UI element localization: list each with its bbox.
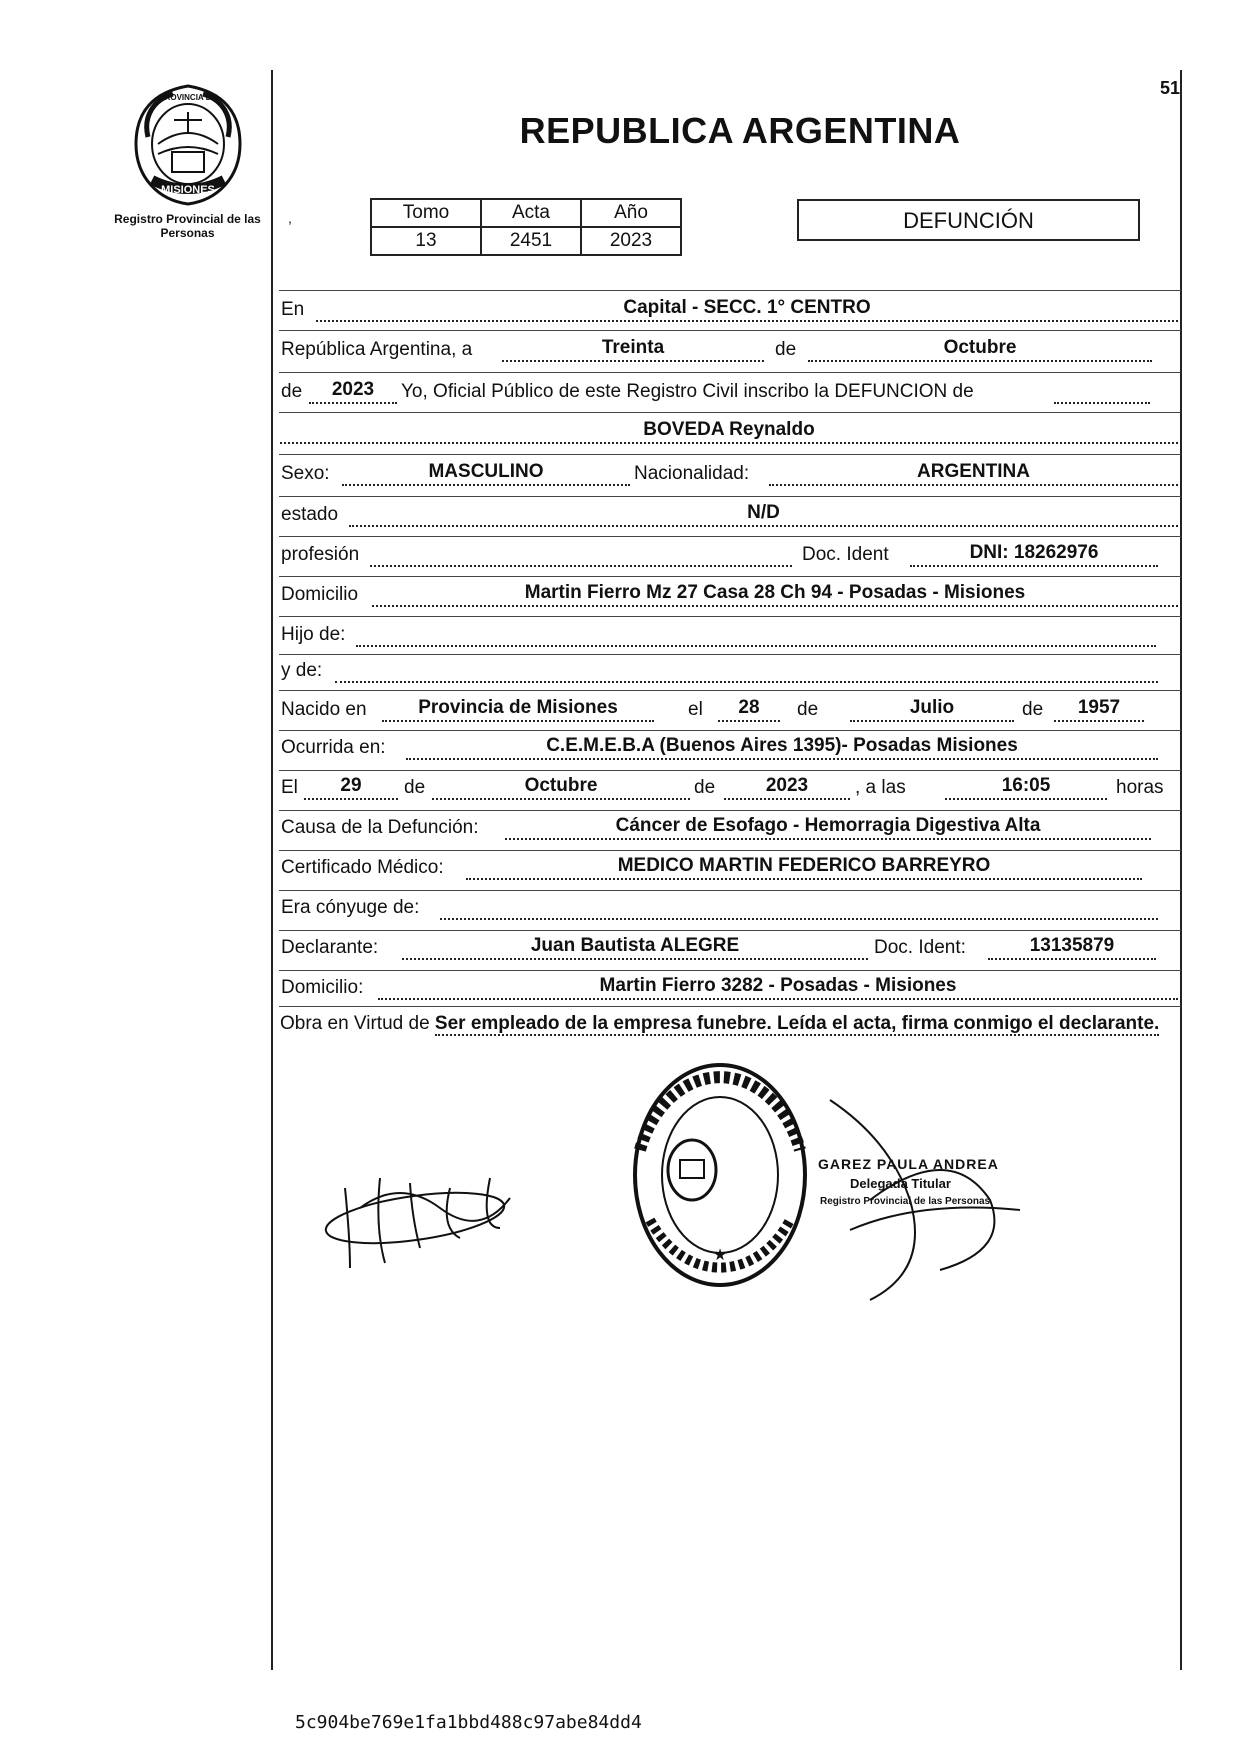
- obra-paragraph: [280, 1008, 1180, 1040]
- form-rule: [279, 810, 1181, 811]
- declarante-doc-value: 13135879: [988, 934, 1156, 960]
- certificado-label: Certificado Médico:: [281, 857, 444, 878]
- fallecido-mes-value: Octubre: [432, 774, 690, 800]
- deceased-name-value: BOVEDA Reynaldo: [280, 418, 1178, 444]
- registry-name: Registro Provincial de las Personas: [114, 212, 261, 240]
- causa-label: Causa de la Defunción:: [281, 817, 479, 838]
- table-cell-tomo: 13: [371, 227, 481, 255]
- left-border-line: [271, 70, 273, 1670]
- a-las-label: , a las: [855, 777, 906, 798]
- profesion-value: [370, 541, 792, 567]
- acta-table: [370, 198, 682, 256]
- official-seal-stamp: [630, 1060, 810, 1290]
- causa-value: Cáncer de Esofago - Hemorragia Digestiva Alta: [505, 814, 1151, 840]
- de-label: de: [1022, 699, 1044, 720]
- table-cell-anio: 2023: [581, 227, 681, 255]
- conyuge-label: Era cónyuge de:: [281, 897, 420, 918]
- form-rule: [279, 576, 1181, 577]
- nacido-anio-value: 1957: [1054, 696, 1144, 722]
- republica-label: República Argentina, a: [281, 339, 473, 360]
- estado-value: N/D: [349, 501, 1178, 527]
- year-value: 2023: [309, 378, 397, 404]
- en-value: Capital - SECC. 1° CENTRO: [316, 296, 1178, 322]
- conyuge-value: [440, 894, 1158, 920]
- form-rule: [279, 770, 1181, 771]
- doc-ident-label: Doc. Ident: [802, 544, 889, 565]
- nacido-lugar-value: Provincia de Misiones: [382, 696, 654, 722]
- form-rule: [279, 372, 1181, 373]
- ocurrida-label: Ocurrida en:: [281, 737, 386, 758]
- form-rule: [279, 1006, 1181, 1007]
- de-label: de: [775, 339, 797, 360]
- estado-label: estado: [281, 504, 339, 525]
- table-header-anio: Año: [581, 199, 681, 227]
- form-rule: [279, 930, 1181, 931]
- form-rule: [279, 330, 1181, 331]
- form-rule: [279, 536, 1181, 537]
- profesion-label: profesión: [281, 544, 360, 565]
- table-cell-acta: 2451: [481, 227, 581, 255]
- day-words-value: Treinta: [502, 336, 764, 362]
- form-rule: [279, 654, 1181, 655]
- nacido-dia-value: 28: [718, 696, 780, 722]
- horas-label: horas: [1116, 777, 1164, 798]
- form-rule: [279, 730, 1181, 731]
- declarant-signature: [320, 1168, 530, 1288]
- doc-ident-value: DNI: 18262976: [910, 541, 1158, 567]
- en-label: En: [281, 299, 305, 320]
- record-type-box: DEFUNCIÓN: [797, 199, 1140, 241]
- official-role: Delegada Titular: [850, 1176, 951, 1191]
- document-hash: 5c904be769e1fa1bbd488c97abe84dd4: [295, 1712, 642, 1733]
- oficial-trailing-field: [1054, 378, 1150, 404]
- certificado-value: MEDICO MARTIN FEDERICO BARREYRO: [466, 854, 1142, 880]
- de-label: de: [694, 777, 716, 798]
- page-title: REPUBLICA ARGENTINA: [519, 110, 961, 151]
- form-rule: [279, 690, 1181, 691]
- page-number: 51: [1160, 78, 1181, 98]
- fallecido-anio-value: 2023: [724, 774, 850, 800]
- declarante-domicilio-value: Martin Fierro 3282 - Posadas - Misiones: [378, 974, 1178, 1000]
- month-value: Octubre: [808, 336, 1152, 362]
- official-signature: [790, 1080, 1050, 1310]
- form-rule: [279, 496, 1181, 497]
- provincial-crest-icon: [128, 82, 248, 207]
- hijo-value: [356, 621, 1156, 647]
- fallecido-dia-value: 29: [304, 774, 398, 800]
- obra-value: Ser empleado de la empresa funebre. Leída el acta, firma conmigo el declarante.: [434, 1013, 1160, 1034]
- form-rule: [279, 890, 1181, 891]
- el-label: el: [688, 699, 703, 720]
- svg-text:★: ★: [712, 1247, 728, 1264]
- nacionalidad-label: Nacionalidad:: [634, 463, 750, 484]
- nacido-label: Nacido en: [281, 699, 367, 720]
- right-border-line: [1180, 70, 1182, 1670]
- table-row: [371, 199, 681, 227]
- declarante-domicilio-label: Domicilio:: [281, 977, 364, 998]
- crest-bottom-text: MISIONES: [161, 184, 215, 196]
- declarante-value: Juan Bautista ALEGRE: [402, 934, 868, 960]
- year-prefix-label: de: [281, 381, 303, 402]
- de-label: de: [404, 777, 426, 798]
- table-row: [371, 227, 681, 255]
- official-name: GAREZ PAULA ANDREA: [818, 1156, 999, 1172]
- hora-value: 16:05: [945, 774, 1107, 800]
- y-de-label: y de:: [281, 660, 323, 681]
- el-cap-label: El: [281, 777, 298, 798]
- form-rule: [279, 850, 1181, 851]
- domicilio-label: Domicilio: [281, 584, 359, 605]
- declarante-doc-label: Doc. Ident:: [874, 937, 966, 958]
- sexo-value: MASCULINO: [342, 460, 630, 486]
- tick-mark: ,: [288, 210, 292, 226]
- sexo-label: Sexo:: [281, 463, 330, 484]
- table-header-tomo: Tomo: [371, 199, 481, 227]
- hijo-label: Hijo de:: [281, 624, 346, 645]
- form-rule: [279, 454, 1181, 455]
- oficial-text: Yo, Oficial Público de este Registro Civil inscribo la DEFUNCION de: [401, 381, 974, 402]
- table-header-acta: Acta: [481, 199, 581, 227]
- crest-top-text: PROVINCIA DE: [159, 93, 217, 102]
- official-institution: Registro Provincial de las Personas: [820, 1196, 991, 1207]
- de-label: de: [797, 699, 819, 720]
- form-rule: [279, 412, 1181, 413]
- form-rule: [279, 970, 1181, 971]
- nacionalidad-value: ARGENTINA: [769, 460, 1178, 486]
- declarante-label: Declarante:: [281, 937, 379, 958]
- nacido-mes-value: Julio: [850, 696, 1014, 722]
- form-rule: [279, 616, 1181, 617]
- obra-label: Obra en Virtud de: [280, 1013, 430, 1034]
- form-rule: [279, 290, 1181, 291]
- y-de-value: [335, 657, 1158, 683]
- domicilio-value: Martin Fierro Mz 27 Casa 28 Ch 94 - Posadas - Misiones: [372, 581, 1178, 607]
- ocurrida-value: C.E.M.E.B.A (Buenos Aires 1395)- Posadas Misiones: [406, 734, 1158, 760]
